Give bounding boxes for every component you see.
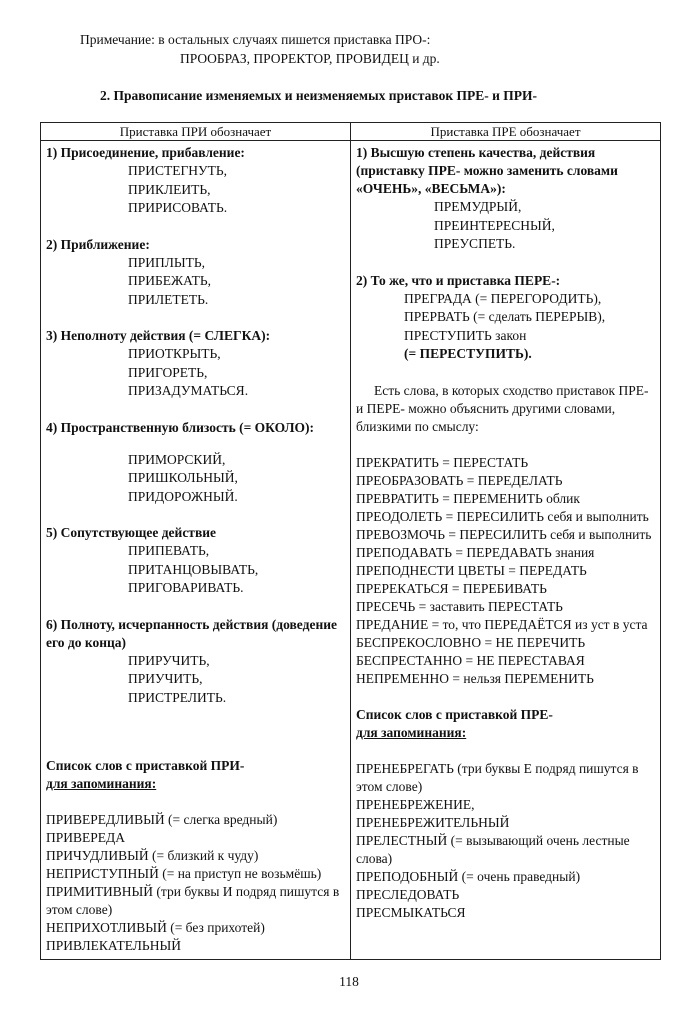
pri-word: ПРИБЕЖАТЬ, (128, 273, 212, 288)
pre-word: ПРЕСТУПИТЬ закон (404, 327, 527, 343)
pre-pair: ПРЕКРАТИТЬ = ПЕРЕСТАТЬ (356, 454, 529, 470)
prefix-table (40, 122, 661, 960)
pre-pair: ПРЕСЕЧЬ = заставить ПЕРЕСТАТЬ (356, 598, 563, 614)
pre-list-item: ПРЕСМЫКАТЬСЯ (356, 904, 466, 920)
pri-list-item: НЕПРИХОТЛИВЫЙ (= без прихотей) (46, 920, 265, 935)
pre-list-item: ПРЕПОДОБНЫЙ (= очень праведный) (356, 868, 581, 884)
pri-list-item: ПРИВЕРЕДА (46, 830, 125, 845)
pri-word: ПРИПЕВАТЬ, (128, 543, 210, 558)
pre-word: ПРЕРВАТЬ (= сделать ПЕРЕРЫВ), (404, 309, 606, 324)
pre-word: ПРЕУСПЕТЬ. (434, 236, 516, 251)
pre-pair: ПРЕДАНИЕ = то, что ПЕРЕДАЁТСЯ из уст в уста (356, 616, 648, 632)
header-pri: Приставка ПРИ обозначает (41, 123, 351, 141)
pre-pair: ПРЕВРАТИТЬ = ПЕРЕМЕНИТЬ облик (356, 490, 580, 506)
pri-word: ПРИСТЕГНУТЬ, (128, 163, 227, 178)
note (80, 30, 640, 68)
pre-pair: ПРЕРЕКАТЬСЯ = ПЕРЕБИВАТЬ (356, 580, 547, 596)
pri-word: ПРИУЧИТЬ, (128, 671, 203, 686)
page-number: 118 (339, 974, 359, 989)
pri-word: ПРИГОВАРИВАТЬ. (128, 580, 244, 595)
pri-meaning-5-title: 5) Сопутствующее действие (46, 525, 217, 540)
pre-word: ПРЕГРАДА (= ПЕРЕГОРОДИТЬ), (404, 290, 602, 306)
pri-meaning-1-title: 1) Присоединение, прибавление: (46, 145, 245, 160)
pre-word: (= ПЕРЕСТУПИТЬ). (404, 346, 532, 361)
pri-word: ПРИДОРОЖНЫЙ. (128, 488, 238, 504)
pri-word: ПРИТАНЦОВЫВАТЬ, (128, 561, 259, 577)
pre-list-item: ПРЕНЕБРЕЖЕНИЕ, (356, 796, 475, 812)
pre-pair: ПРЕВОЗМОЧЬ = ПЕРЕСИЛИТЬ себя и выполнить (356, 526, 652, 542)
pre-list-item: ПРЕНЕБРЕГАТЬ (три буквы Е подряд пишутся в этом слове) (356, 760, 639, 794)
pre-list-item: ПРЕНЕБРЕЖИТЕЛЬНЫЙ (356, 814, 510, 830)
pre-word: ПРЕИНТЕРЕСНЫЙ, (434, 217, 555, 233)
pre-list-item: ПРЕЛЕСТНЫЙ (= вызывающий очень лестные слова) (356, 832, 630, 866)
pri-word: ПРИМОРСКИЙ, (128, 451, 226, 467)
pri-meaning-4-title: 4) Пространственную близость (= ОКОЛО): (46, 419, 315, 435)
pri-word: ПРИШКОЛЬНЫЙ, (128, 470, 238, 485)
pri-list-title: Список слов с приставкой ПРИ- (46, 758, 245, 773)
header-pre: Приставка ПРЕ обозначает (351, 123, 661, 141)
pri-list-item: НЕПРИСТУПНЫЙ (= на приступ не возьмёшь) (46, 866, 322, 881)
pri-meaning-3-title: 3) Неполноту действия (= СЛЕГКА): (46, 328, 271, 343)
pri-word: ПРИЗАДУМАТЬСЯ. (128, 383, 249, 398)
pre-list-item: ПРЕСЛЕДОВАТЬ (356, 886, 460, 902)
pri-word: ПРИЛЕТЕТЬ. (128, 291, 209, 307)
pri-list-item: ПРИЧУДЛИВЫЙ (= близкий к чуду) (46, 848, 259, 863)
pri-word: ПРИРИСОВАТЬ. (128, 200, 228, 215)
pri-meaning-2-title: 2) Приближение: (46, 236, 150, 252)
pri-list-item: ПРИВЛЕКАТЕЛЬНЫЙ (46, 938, 181, 953)
pre-pair: НЕПРЕМЕННО = нельзя ПЕРЕМЕНИТЬ (356, 670, 594, 686)
pri-list-subtitle: для запоминания: (46, 776, 157, 791)
column-pre (351, 141, 661, 960)
pri-word: ПРИОТКРЫТЬ, (128, 346, 221, 361)
pre-pair: ПРЕПОДНЕСТИ ЦВЕТЫ = ПЕРЕДАТЬ (356, 562, 587, 578)
pri-word: ПРИСТРЕЛИТЬ. (128, 689, 227, 705)
pre-paragraph: Есть слова, в которых сходство приставок ПРЕ- и ПЕРЕ- можно объяснить другими словами, близкими по смыслу: (356, 382, 649, 434)
pre-meaning-2-title: 2) То же, что и приставка ПЕРЕ-: (356, 272, 561, 288)
pri-list-item: ПРИМИТИВНЫЙ (три буквы И подряд пишутся в этом слове) (46, 884, 340, 917)
pri-list-item: ПРИВЕРЕДЛИВЫЙ (= слегка вредный) (46, 812, 278, 827)
note-line-1: Примечание: в остальных случаях пишется приставка ПРО-: (80, 32, 431, 47)
pre-list-title: Список слов с приставкой ПРЕ- (356, 706, 553, 722)
note-line-2: ПРООБРАЗ, ПРОРЕКТОР, ПРОВИДЕЦ и др. (180, 51, 440, 66)
pri-word: ПРИГОРЕТЬ, (128, 364, 208, 380)
pre-word: ПРЕМУДРЫЙ, (434, 199, 522, 214)
pre-list-subtitle: для запоминания: (356, 724, 467, 740)
pri-meaning-6-title: 6) Полноту, исчерпанность действия (доведение его до конца) (46, 616, 337, 650)
pre-pair: БЕСПРЕСТАННО = НЕ ПЕРЕСТАВАЯ (356, 652, 585, 668)
pri-word: ПРИРУЧИТЬ, (128, 652, 210, 668)
column-pri (41, 141, 351, 960)
pri-word: ПРИПЛЫТЬ, (128, 254, 206, 270)
pre-pair: ПРЕПОДАВАТЬ = ПЕРЕДАВАТЬ знания (356, 544, 595, 560)
pre-pair: БЕСПРЕКОСЛОВНО = НЕ ПЕРЕЧИТЬ (356, 634, 586, 650)
section-title: 2. Правописание изменяемых и неизменяемых приставок ПРЕ- и ПРИ- (100, 88, 538, 103)
pre-pair: ПРЕОДОЛЕТЬ = ПЕРЕСИЛИТЬ себя и выполнить (356, 508, 649, 524)
pri-word: ПРИКЛЕИТЬ, (128, 181, 211, 197)
pre-meaning-1-title: 1) Высшую степень качества, действия (приставку ПРЕ- можно заменить словами «ОЧЕНЬ», «ВЕСЬМА»): (356, 145, 618, 196)
pre-pair: ПРЕОБРАЗОВАТЬ = ПЕРЕДЕЛАТЬ (356, 472, 563, 488)
